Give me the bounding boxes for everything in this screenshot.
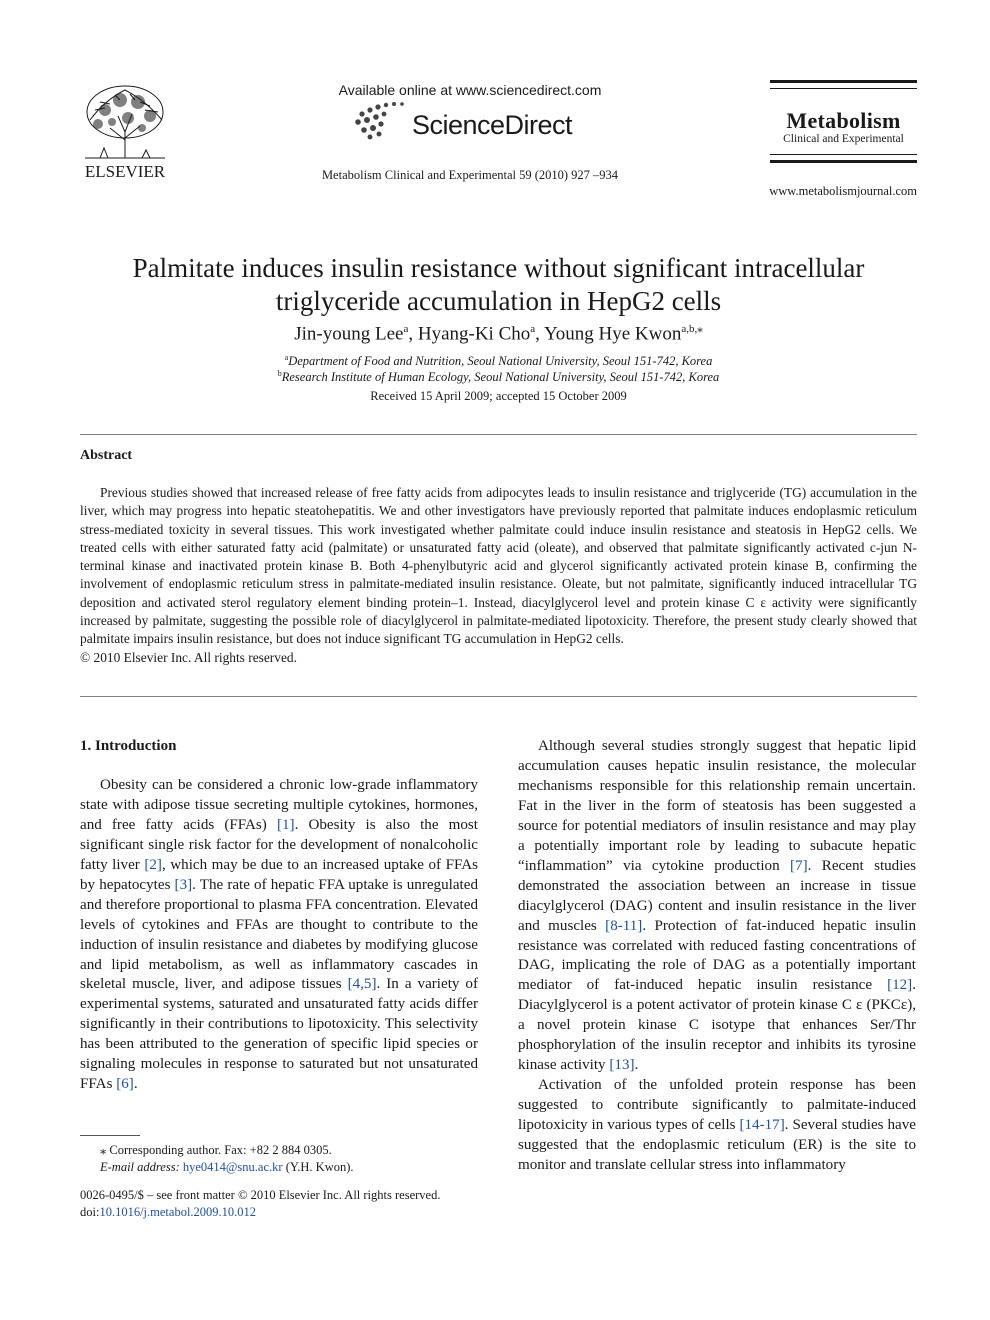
author-name[interactable]: Jin-young Lee (294, 323, 404, 345)
paragraph-text: , which may be due to an increased uptake of FFAs by hepatocytes (80, 856, 479, 893)
paragraph-text: . Several studies have suggested that the endoplasmic reticulum (ER) is the site to monitor and translate cellular stress into inflammatory (518, 1117, 916, 1174)
author-affil-mark: a (403, 323, 409, 335)
author-name[interactable]: Young Hye Kwon (543, 323, 682, 345)
paragraph-text: Activation of the unfolded protein response has been suggested to contribute significantly to palmitate-induced lipotoxicity in various types of cells (518, 1077, 916, 1134)
available-online-text: Available online at www.sciencedirect.com (338, 82, 602, 98)
journal-citation: Metabolism Clinical and Experimental 59 (2010) 927 –934 (321, 168, 619, 182)
affiliation (80, 353, 917, 369)
abstract-heading: Abstract (80, 448, 133, 463)
body-column-right (518, 737, 916, 1176)
email-label: E-mail address: (100, 1160, 180, 1174)
footnote-corresponding (80, 1142, 478, 1176)
paragraph-text: Although several studies strongly suggest that hepatic lipid accumulation causes hepatic insulin resistance, the molecular mechanisms responsible for this relationship remain uncertain. Fat in the liver in the form of steatosis has been suggested a source for potential mediators of insulin resistance and may play a potentially important role by leading to subacute hepatic “inflammation” via cytokine production (518, 738, 916, 874)
journal-rule-top-thin (770, 88, 917, 89)
journal-rule-bottom (770, 160, 917, 163)
email-line (80, 1159, 478, 1176)
received-dates: Received 15 April 2009; accepted 15 October 2009 (370, 389, 627, 403)
paragraph (80, 776, 478, 1095)
citation-link[interactable]: [1] (276, 816, 295, 833)
paragraph-text: . Diacylglycerol is a potent activator of protein kinase C ε (PKCε), a novel protein kinase C isotype that enhances Ser/Thr phosphorylation of the insulin receptor and inhibits its tyrosine kinase activity (518, 977, 916, 1074)
doi-line (80, 1204, 478, 1221)
issn-line: 0026-0495/$ – see front matter © 2010 Elsevier Inc. All rights reserved. (80, 1188, 441, 1202)
body-column-left (80, 737, 478, 1095)
doi-link[interactable]: 10.1016/j.metabol.2009.10.012 (99, 1205, 257, 1219)
citation-link[interactable]: [8-11] (605, 917, 643, 934)
citation-link[interactable]: [7] (790, 857, 808, 874)
paragraph-text: . (634, 1057, 639, 1074)
citation-link[interactable]: [12] (887, 977, 913, 994)
doi-label: doi: (80, 1205, 100, 1219)
affiliation (80, 369, 917, 385)
article-title: Palmitate induces insulin resistance without significant intracellular triglyceride accumulation in HepG2 cells (132, 253, 865, 316)
footnote-rule (80, 1135, 140, 1136)
paragraph-text: . The rate of hepatic FFA uptake is unregulated and therefore proportional to plasma FFA concentration. Elevated levels of cytokines and FFAs are thought to contribute to the induction of insulin resistance and diabetes by modifying glucose and lipid metabolism, as well as inflammatory cascades in skeletal muscle, liver, and adipose tissues (80, 876, 478, 993)
elsevier-wordmark: ELSEVIER (84, 162, 166, 180)
journal-subtitle: Clinical and Experimental (783, 133, 904, 145)
paragraph-text: . Recent studies demonstrated the association between an increase in tissue diacylglycerol (DAG) content and insulin resistance in the liver and muscles (518, 857, 916, 934)
abstract-body (80, 484, 917, 667)
affiliation-text: Department of Food and Nutrition, Seoul National University, Seoul 151-742, Korea (288, 354, 713, 369)
author-affil-mark: a (530, 323, 536, 335)
author-name[interactable]: Hyang-Ki Cho (417, 323, 531, 345)
abstract-text: Previous studies showed that increased release of free fatty acids from adipocytes leads to insulin resistance and triglyceride (TG) accumulation in the liver, which may progress into hepatic steatohepatitis. We and other investigators have previously reported that palmitate induces endoplasmic reticulum stress-mediated toxicity in several tissues. This work investigated whether palmitate could induce insulin resistance and steatosis in HepG2 cells. We treated cells with either saturated fatty acid (palmitate) or unsaturated fatty acid (oleate), and observed that palmitate significantly activated c-jun N-terminal kinase and inactivated protein kinase B. Both 4-phenylbutyric acid and glycerol significantly activated protein kinase B, confirming the involvement of endoplasmic reticulum stress in palmitate-mediated insulin resistance. Oleate, but not palmitate, significantly induced intracellular TG deposition and activated sterol regulatory element binding protein–1. Instead, diacylglycerol level and protein kinase C ε activity were significantly increased by palmitate, suggesting the possible role of diacylglycerol in palmitate-mediated lipotoxicity. Therefore, the present study clearly showed that palmitate impairs insulin resistance, but does not induce significant TG accumulation in HepG2 cells. (80, 485, 917, 647)
corresponding-author-note: ⁎ Corresponding author. Fax: +82 2 884 0305. (100, 1143, 332, 1157)
citation-link[interactable]: [6] (116, 1076, 134, 1093)
section-heading: 1. Introduction (80, 738, 177, 754)
paragraph-text: Obesity can be considered a chronic low-grade inflammatory state with adipose tissue secreting multiple cytokines, hormones, and free fatty acids (FFAs) (80, 776, 478, 833)
paragraph (518, 1076, 916, 1176)
paragraph-text: . Obesity is also the most significant single risk factor for the development of nonalcoholic fatty liver (80, 816, 478, 873)
citation-link[interactable]: [3] (174, 876, 193, 893)
sciencedirect-logo (350, 100, 610, 144)
journal-rule-top (770, 80, 917, 83)
paragraph-text: . In a variety of experimental systems, saturated and unsaturated fatty acids differ significantly in their contributions to lipotoxicity. This selectivity has been attributed to the generation of specific lipid species or signaling molecules in response to saturated but not unsaturated FFAs (80, 976, 479, 1093)
author-affil-mark: a,b,⁎ (681, 323, 703, 335)
journal-rule-bottom-thin (770, 154, 917, 155)
elsevier-tree-icon (80, 80, 170, 180)
email-link[interactable]: hye0414@snu.ac.kr (182, 1160, 283, 1174)
copyright-notice: © 2010 Elsevier Inc. All rights reserved. (80, 649, 297, 665)
elsevier-logo (80, 80, 170, 180)
affiliation-mark: a (284, 353, 289, 362)
sciencedirect-dots-icon (355, 102, 404, 140)
citation-link[interactable]: [14-17] (739, 1117, 785, 1134)
affiliation-text: Research Institute of Human Ecology, Seoul National University, Seoul 151-742, Korea (281, 370, 720, 385)
footnote-front-matter (80, 1187, 478, 1221)
sciencedirect-wordmark: ScienceDirect (412, 110, 573, 140)
journal-url-link[interactable]: www.metabolismjournal.com (769, 184, 917, 198)
paragraph-text: . Protection of fat-induced hepatic insulin resistance was correlated with reduced fasting concentrations of DAG, implicating the role of DAG as a potentially important mediator of fat-induced hepatic insulin resistance (518, 917, 916, 994)
paragraph-text: . (133, 1076, 138, 1093)
divider (80, 696, 917, 697)
divider (80, 434, 917, 435)
citation-link[interactable]: [13] (609, 1057, 635, 1074)
email-suffix: (Y.H. Kwon). (282, 1160, 354, 1174)
citation-link[interactable]: [4,5] (347, 976, 377, 993)
journal-name: Metabolism (786, 108, 901, 133)
affiliation-mark: b (277, 369, 282, 378)
author-list: Jin-young Lee$^a$, Hyang-Ki Cho$^a$, Young Hye Kwon$^{a,b,⁎}$ (294, 323, 703, 345)
citation-link[interactable]: [2] (144, 856, 162, 873)
paragraph (518, 737, 916, 1076)
